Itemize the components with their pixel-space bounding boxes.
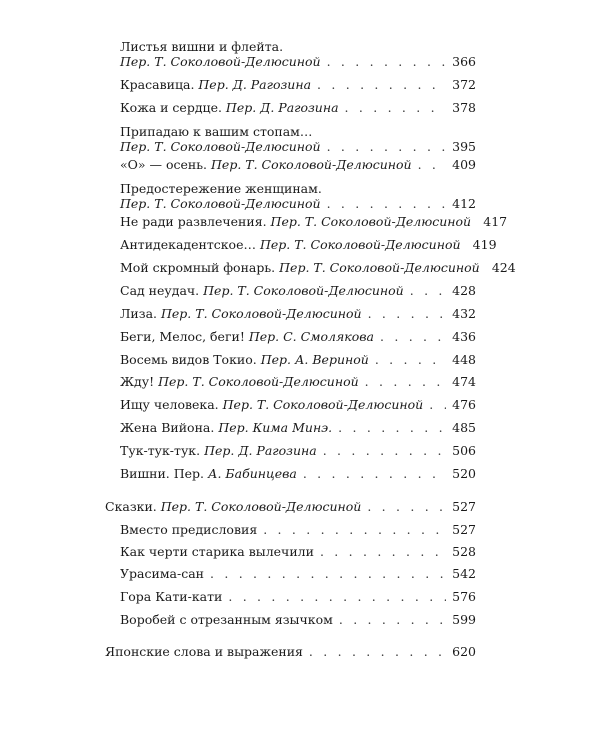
toc-subentry [120,522,476,537]
toc-entry [120,100,476,115]
toc-entry [120,397,476,412]
toc-entry-translator: Пер. С. Смолякова [248,329,375,344]
toc-entry-translator: Пер. Т. Соколовой-Делюсиной [222,397,424,412]
toc-leader-dots [263,522,446,537]
toc-entry-page: 419 [472,237,497,252]
toc-entry-page: 409 [452,157,476,172]
toc-entry-title: Кожа и сердце. [120,100,222,115]
toc-entry-translator: Пер. Д. Рагозина [204,443,317,458]
toc-section-page: 620 [452,644,476,659]
toc-subentry-page: 527 [452,522,476,537]
toc-leader-dots [380,329,446,344]
toc-entry-translator: Пер. Т. Соколовой-Делюсиной [259,237,461,252]
toc-entry-title: Жена Вийона. [120,420,215,435]
toc-entry-title: Листья вишни и флейта. [120,39,284,54]
toc-entry [120,420,476,435]
toc-entry-page: 417 [483,214,508,229]
toc-entry [120,283,476,298]
toc-entry-translator: Пер. Кима Минэ. [218,420,333,435]
toc-entry [120,39,476,69]
toc-entry [120,181,476,211]
toc-entry-translator: Пер. Т. Соколовой-Делюсиной [279,260,480,275]
toc-entry-page: 506 [452,443,476,458]
toc-entry [120,466,476,481]
toc-entry-page: 448 [452,352,476,367]
toc-leader-dots [320,544,446,559]
toc-entry-page: 378 [452,100,476,115]
toc-entry-title: Восемь видов Токио. [120,352,257,367]
toc-subentry-page: 528 [452,544,476,559]
toc-section-title: Сказки. [105,499,157,514]
toc-entry-page: 476 [452,397,476,412]
toc-subentry-title: Как черти старика вылечили [120,544,314,559]
toc-entry-translator: Пер. Т. Соколовой-Делюсиной [158,374,359,389]
toc-entry [120,157,476,172]
toc-entry-title: Не ради развлечения. [120,214,267,229]
toc-entry-translator: Пер. Т. Соколовой-Делюсиной [120,54,321,69]
toc-entry-page: 424 [491,260,516,275]
toc-section-page: 527 [452,499,476,514]
toc-leader-dots [210,566,446,581]
toc-entry-translator: Пер. Т. Соколовой-Делюсиной [203,283,404,298]
toc-leader-dots [368,306,446,321]
toc-entry [120,443,476,458]
toc-subentry [120,589,476,604]
toc-entry-page: 432 [452,306,476,321]
toc-leader-dots [338,420,446,435]
toc-entry [120,352,476,367]
toc-entry-title: Жду! [120,374,155,389]
toc-leader-dots [418,157,446,172]
toc-leader-dots [429,397,446,412]
toc-leader-dots [323,443,446,458]
toc-entry-page: 474 [452,374,476,389]
toc-entry-title: Антидекадентское… [120,237,256,252]
toc-section-glossary [105,644,476,659]
toc-leader-dots [228,589,446,604]
toc-subentry-title: Вместо предисловия [120,522,258,537]
toc-leader-dots [410,283,446,298]
toc-subentry [120,544,476,559]
toc-section-tales [105,499,476,514]
toc-entry [120,214,508,229]
toc-entry-title: Тук-тук-тук. [120,443,201,458]
toc-entry-title: «О» — осень. [120,157,208,172]
toc-section-translator: Пер. Т. Соколовой-Делюсиной [160,499,362,514]
toc-entry-title: Припадаю к вашим стопам… [120,124,313,139]
toc-leader-dots [327,139,446,154]
toc-leader-dots [327,196,446,211]
toc-leader-dots [309,644,446,659]
toc-subentry [120,612,476,627]
toc-entry-page: 485 [452,420,476,435]
toc-entry-page: 412 [452,196,476,211]
toc-leader-dots [365,374,446,389]
toc-section-title: Японские слова и выражения [105,644,303,659]
toc-entry-page: 428 [452,283,476,298]
toc-subentry-title: Гора Кати-кати [120,589,223,604]
toc-subentry-page: 542 [452,566,476,581]
toc-entry [120,237,497,252]
toc-entry [120,260,516,275]
toc-subentry-page: 576 [452,589,476,604]
toc-leader-dots [339,612,446,627]
toc-leader-dots [375,352,446,367]
toc-entry-translator: Пер. Т. Соколовой-Делюсиной [120,196,321,211]
toc-entry [120,374,476,389]
toc-entry [120,124,476,154]
toc-leader-dots [303,466,446,481]
toc-entry-page: 366 [452,54,476,69]
toc-subentry [120,566,476,581]
toc-leader-dots [317,77,446,92]
toc-entry-page: 436 [452,329,476,344]
toc-leader-dots [327,54,446,69]
toc-entry [120,329,476,344]
toc-entry-translator: Пер. Т. Соколовой-Делюсиной [161,306,362,321]
toc-subentry-title: Урасима-сан [120,566,205,581]
toc-entry-title: Сад неудач. [120,283,200,298]
toc-leader-dots [367,499,446,514]
toc-entry-translator: Пер. Д. Рагозина [225,100,339,115]
toc-entry-title: Лиза. [120,306,158,321]
toc-entry-translator: Пер. Т. Соколовой-Делюсиной [270,214,472,229]
toc-entry-title: Ищу человека. [120,397,219,412]
toc-subentry-page: 599 [452,612,476,627]
toc-entry-title: Вишни. Пер. [120,466,205,481]
toc-entry-translator: А. Бабинцева [208,466,297,481]
toc-entry-page: 395 [452,139,476,154]
toc-entry-title: Красавица. [120,77,195,92]
toc-entry-title: Беги, Мелос, беги! [120,329,245,344]
toc-subentry-title: Воробей с отрезанным язычком [120,612,333,627]
toc-entry-title: Мой скромный фонарь. [120,260,276,275]
toc-entry-translator: Пер. А. Вериной [260,352,369,367]
toc-entry [120,77,476,92]
toc-entry-page: 372 [452,77,476,92]
toc-entry [120,306,476,321]
toc-entry-title: Предостережение женщинам. [120,181,322,196]
toc-entry-translator: Пер. Т. Соколовой-Делюсиной [120,139,321,154]
toc-leader-dots [345,100,446,115]
toc-entry-translator: Пер. Д. Рагозина [198,77,312,92]
toc-entry-translator: Пер. Т. Соколовой-Делюсиной [211,157,412,172]
toc-entry-page: 520 [452,466,476,481]
